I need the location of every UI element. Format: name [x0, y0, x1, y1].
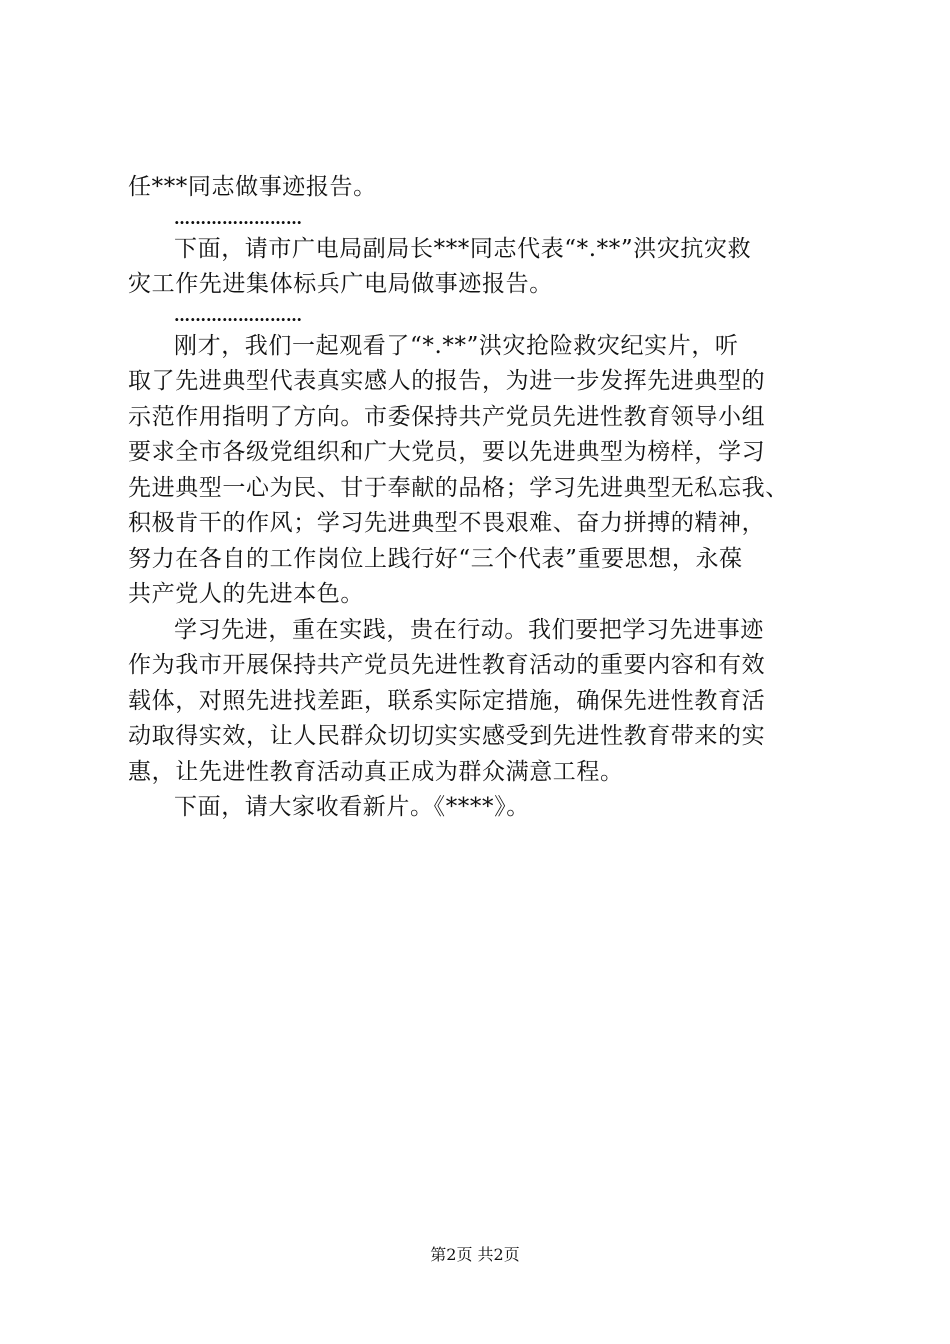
paragraph-line: 努力在各自的工作岗位上践行好“三个代表”重要思想，永葆 [128, 545, 743, 572]
paragraph-first-line: 学习先进，重在实践，贵在行动。我们要把学习先进事迹 [174, 616, 764, 643]
paragraph-line: 作为我市开展保持共产党员先进性教育活动的重要内容和有效 [128, 652, 766, 678]
paragraph-line: 共产党人的先进本色。 [128, 581, 364, 607]
paragraph-line: 惠，让先进性教育活动真正成为群众满意工程。 [128, 758, 624, 785]
paragraph-line: 载体，对照先进找差距，联系实际定措施，确保先进性教育活 [128, 687, 766, 714]
paragraph-line: 任***同志做事迹报告。 [128, 174, 377, 200]
paragraph-line: 示范作用指明了方向。市委保持共产党员先进性教育领导小组 [128, 403, 766, 430]
page-footer: 第2页 共2页 [430, 1245, 520, 1264]
paragraph-line: 先进典型一心为民、甘于奉献的品格；学习先进典型无私忘我、 [128, 474, 789, 501]
ellipsis-separator: …………………… [174, 305, 302, 325]
paragraph-first-line: 刚才，我们一起观看了“*.**”洪灾抢险救灾纪实片，听 [174, 332, 739, 359]
paragraph-line: 取了先进典型代表真实感人的报告，为进一步发挥先进典型的 [128, 368, 766, 394]
document-body [128, 170, 828, 826]
paragraph-first-line: 下面，请大家收看新片。《****》。 [174, 794, 530, 820]
paragraph-line: 动取得实效，让人民群众切切实实感受到先进性教育带来的实 [128, 723, 766, 749]
paragraph-line: 灾工作先进集体标兵广电局做事迹报告。 [128, 271, 553, 297]
paragraph-line: 积极肯干的作风；学习先进典型不畏艰难、奋力拼搏的精神， [128, 510, 766, 536]
ellipsis-separator: …………………… [174, 208, 302, 228]
paragraph-first-line: 下面，请市广电局副局长***同志代表“*.**”洪灾抗灾救 [174, 235, 752, 262]
paragraph-line: 要求全市各级党组织和广大党员，要以先进典型为榜样，学习 [128, 439, 766, 465]
